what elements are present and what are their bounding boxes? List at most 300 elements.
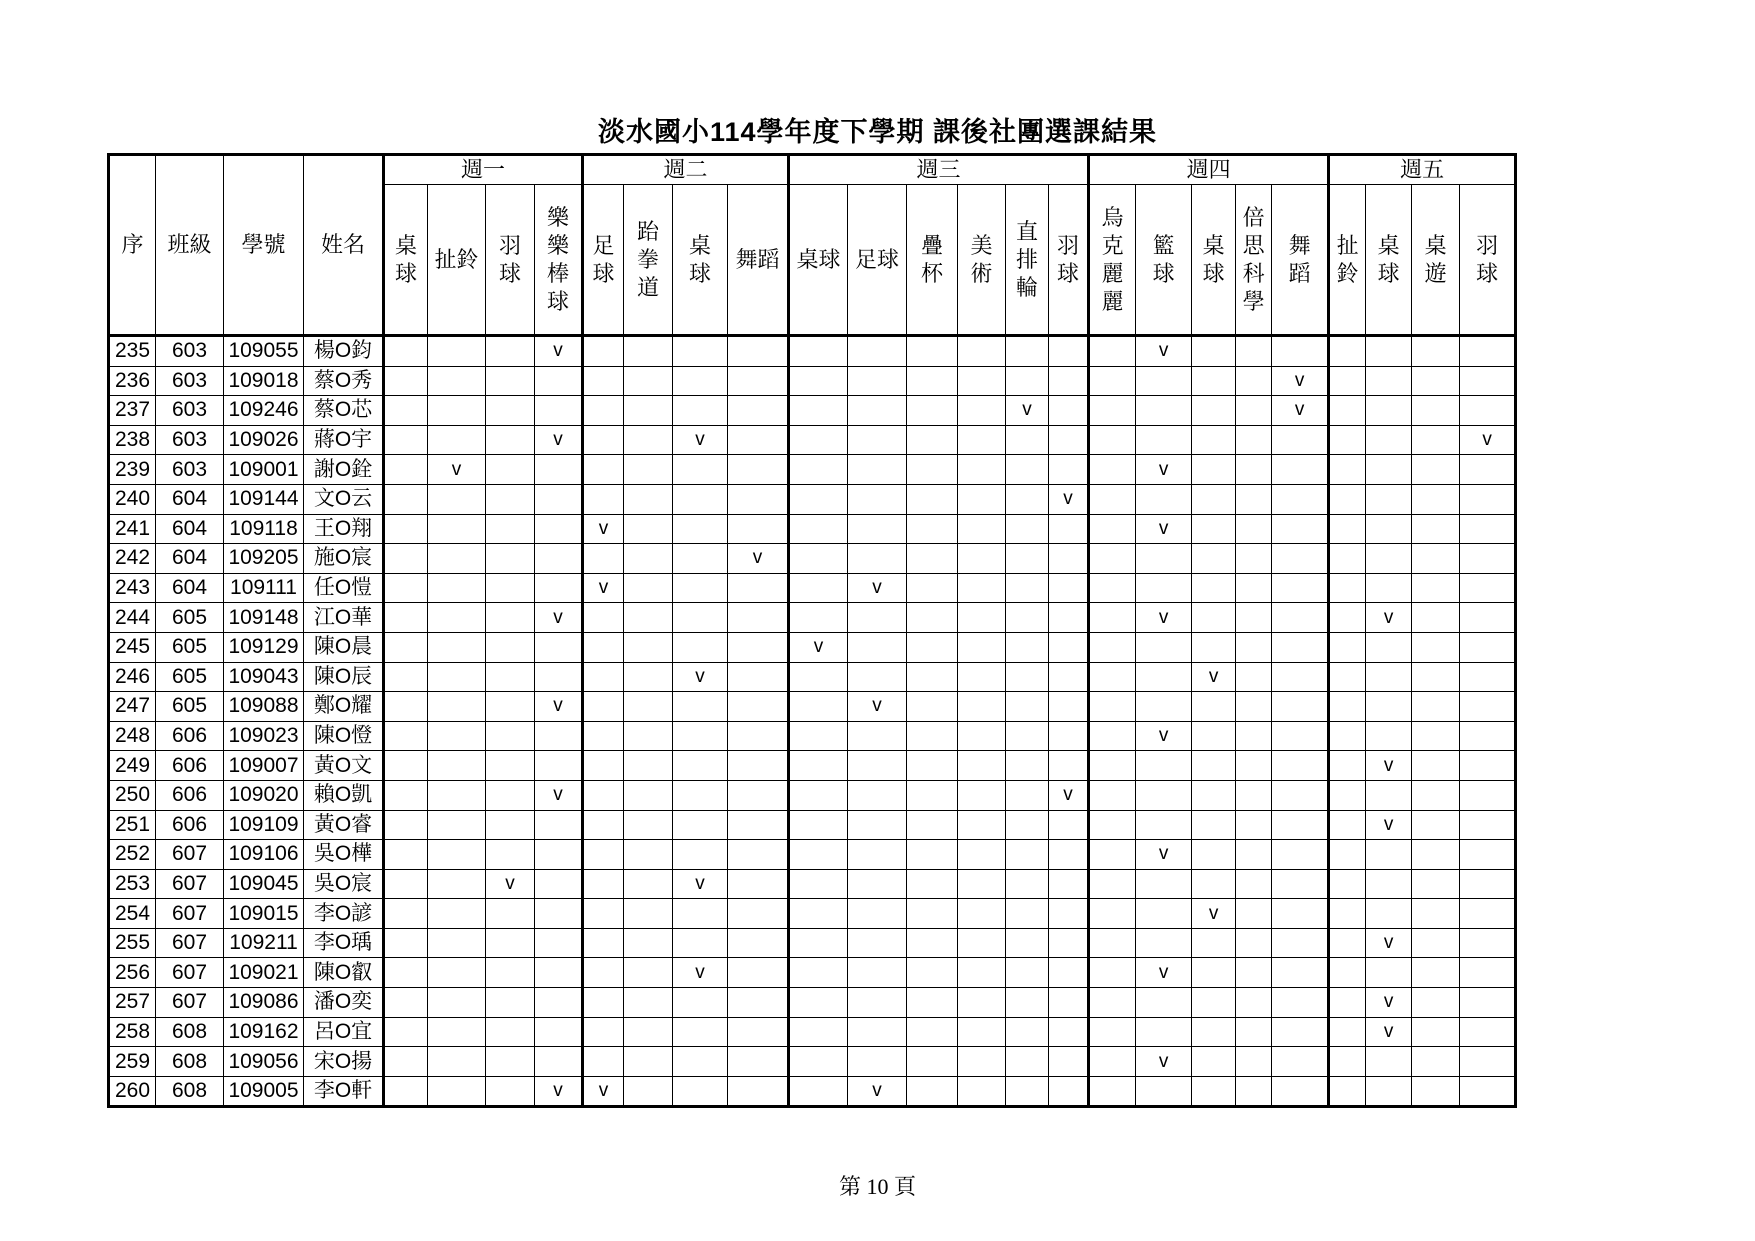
selection-cell xyxy=(1049,988,1089,1018)
name-cell: 施O宸 xyxy=(304,544,384,574)
selection-cell xyxy=(1236,810,1272,840)
selection-cell xyxy=(1272,869,1329,899)
student-id-cell: 109018 xyxy=(224,366,304,396)
selection-cell xyxy=(848,988,907,1018)
selection-cell xyxy=(907,928,958,958)
selection-cell xyxy=(384,455,428,485)
selection-cell xyxy=(428,780,486,810)
club-label: 扯 鈴 xyxy=(1336,232,1359,286)
selection-cell xyxy=(1049,632,1089,662)
selection-cell xyxy=(624,840,673,870)
selection-cell xyxy=(1366,840,1412,870)
selection-cell xyxy=(1460,573,1516,603)
selection-cell xyxy=(624,1076,673,1107)
selection-cell xyxy=(583,1017,624,1047)
selection-cell xyxy=(1272,514,1329,544)
name-cell: 黃O文 xyxy=(304,751,384,781)
selection-cell xyxy=(1272,899,1329,929)
day-header-3: 週三 xyxy=(789,155,1089,185)
selection-cell xyxy=(1272,662,1329,692)
selection-cell xyxy=(1412,751,1460,781)
selection-cell xyxy=(1272,1017,1329,1047)
club-header xyxy=(789,185,848,336)
selection-cell xyxy=(1089,425,1136,455)
selection-cell xyxy=(728,514,789,544)
page-number: 第 10 頁 xyxy=(838,1174,916,1199)
selection-cell xyxy=(384,662,428,692)
selection-cell xyxy=(958,632,1006,662)
club-header xyxy=(583,185,624,336)
selection-cell xyxy=(1006,336,1049,367)
seq-cell: 238 xyxy=(109,425,156,455)
selection-cell xyxy=(583,1047,624,1077)
selection-cell xyxy=(848,721,907,751)
club-header xyxy=(486,185,535,336)
club-label: 疊 杯 xyxy=(921,232,944,286)
selection-cell xyxy=(1006,1076,1049,1107)
selection-cell xyxy=(1006,928,1049,958)
selection-cell xyxy=(958,692,1006,722)
selection-cell xyxy=(624,455,673,485)
check-mark: v xyxy=(1136,336,1192,367)
club-selection-table xyxy=(107,153,1517,1108)
selection-cell xyxy=(1412,810,1460,840)
selection-cell xyxy=(428,632,486,662)
selection-cell xyxy=(486,455,535,485)
name-cell: 吳O樺 xyxy=(304,840,384,870)
seq-cell: 244 xyxy=(109,603,156,633)
selection-cell xyxy=(1089,840,1136,870)
selection-cell xyxy=(428,869,486,899)
seq-cell: 246 xyxy=(109,662,156,692)
check-mark: v xyxy=(1136,958,1192,988)
selection-cell xyxy=(535,928,583,958)
selection-cell xyxy=(728,1017,789,1047)
student-id-cell: 109043 xyxy=(224,662,304,692)
selection-cell xyxy=(1329,958,1366,988)
selection-cell xyxy=(486,692,535,722)
student-id-cell: 109015 xyxy=(224,899,304,929)
selection-cell xyxy=(848,425,907,455)
selection-cell xyxy=(673,721,728,751)
selection-cell xyxy=(535,988,583,1018)
selection-cell xyxy=(1329,425,1366,455)
check-mark: v xyxy=(535,780,583,810)
selection-cell xyxy=(907,988,958,1018)
selection-cell xyxy=(728,1047,789,1077)
seq-cell: 243 xyxy=(109,573,156,603)
name-cell: 黃O睿 xyxy=(304,810,384,840)
selection-cell xyxy=(624,544,673,574)
selection-cell xyxy=(1006,988,1049,1018)
selection-cell xyxy=(958,425,1006,455)
selection-cell xyxy=(789,840,848,870)
check-mark: v xyxy=(848,1076,907,1107)
check-mark: v xyxy=(673,958,728,988)
selection-cell xyxy=(1412,632,1460,662)
selection-cell xyxy=(1272,692,1329,722)
class-cell: 606 xyxy=(156,721,224,751)
check-mark: v xyxy=(1136,455,1192,485)
selection-cell xyxy=(1329,780,1366,810)
check-mark: v xyxy=(789,632,848,662)
selection-cell xyxy=(535,366,583,396)
selection-cell xyxy=(624,514,673,544)
selection-cell xyxy=(583,632,624,662)
class-cell: 603 xyxy=(156,396,224,426)
student-id-cell: 109023 xyxy=(224,721,304,751)
club-label: 羽 球 xyxy=(1057,232,1080,286)
selection-cell xyxy=(583,958,624,988)
selection-cell xyxy=(789,396,848,426)
table-row xyxy=(109,780,1516,810)
club-header xyxy=(428,185,486,336)
name-cell: 呂O宜 xyxy=(304,1017,384,1047)
club-label: 倍 思 科 學 xyxy=(1242,204,1265,314)
selection-cell xyxy=(1460,988,1516,1018)
selection-cell xyxy=(1272,810,1329,840)
selection-cell xyxy=(1236,692,1272,722)
selection-cell xyxy=(1089,751,1136,781)
selection-cell xyxy=(1136,928,1192,958)
seq-cell: 242 xyxy=(109,544,156,574)
selection-cell xyxy=(1412,336,1460,367)
selection-cell xyxy=(1049,840,1089,870)
table-row xyxy=(109,573,1516,603)
selection-cell xyxy=(624,632,673,662)
selection-cell xyxy=(673,928,728,958)
selection-cell xyxy=(1192,544,1236,574)
student-id-cell: 109211 xyxy=(224,928,304,958)
selection-cell xyxy=(535,899,583,929)
selection-cell xyxy=(428,988,486,1018)
selection-cell xyxy=(907,662,958,692)
selection-cell xyxy=(1272,928,1329,958)
selection-cell xyxy=(486,780,535,810)
selection-cell xyxy=(1089,514,1136,544)
selection-cell xyxy=(907,1076,958,1107)
selection-cell xyxy=(583,484,624,514)
selection-cell xyxy=(1136,988,1192,1018)
selection-cell xyxy=(1412,692,1460,722)
selection-cell xyxy=(728,692,789,722)
selection-cell xyxy=(1460,869,1516,899)
selection-cell xyxy=(1006,632,1049,662)
selection-cell xyxy=(1192,455,1236,485)
check-mark: v xyxy=(1006,396,1049,426)
selection-cell xyxy=(1049,899,1089,929)
seq-cell: 237 xyxy=(109,396,156,426)
selection-cell xyxy=(1236,721,1272,751)
selection-cell xyxy=(1329,662,1366,692)
selection-cell xyxy=(1272,603,1329,633)
selection-cell xyxy=(728,721,789,751)
selection-cell xyxy=(384,988,428,1018)
selection-cell xyxy=(1412,425,1460,455)
table-row xyxy=(109,899,1516,929)
selection-cell xyxy=(1412,780,1460,810)
check-mark: v xyxy=(1366,988,1412,1018)
club-label: 羽 球 xyxy=(1476,232,1499,286)
selection-cell xyxy=(1006,1017,1049,1047)
selection-cell xyxy=(384,366,428,396)
selection-cell xyxy=(958,1076,1006,1107)
selection-cell xyxy=(728,958,789,988)
selection-cell xyxy=(428,810,486,840)
check-mark: v xyxy=(486,869,535,899)
check-mark: v xyxy=(1049,484,1089,514)
selection-cell xyxy=(1192,336,1236,367)
selection-cell xyxy=(1236,869,1272,899)
selection-cell xyxy=(384,840,428,870)
selection-cell xyxy=(958,958,1006,988)
selection-cell xyxy=(1089,632,1136,662)
selection-cell xyxy=(789,1017,848,1047)
check-mark: v xyxy=(1136,603,1192,633)
selection-cell xyxy=(1412,573,1460,603)
check-mark: v xyxy=(1366,810,1412,840)
selection-cell xyxy=(728,484,789,514)
selection-cell xyxy=(384,514,428,544)
club-header xyxy=(1006,185,1049,336)
check-mark: v xyxy=(1272,396,1329,426)
selection-cell xyxy=(624,1017,673,1047)
selection-cell xyxy=(1460,840,1516,870)
selection-cell xyxy=(583,899,624,929)
selection-cell xyxy=(789,958,848,988)
club-label: 跆 拳 道 xyxy=(637,218,660,300)
selection-cell xyxy=(1049,1076,1089,1107)
selection-cell xyxy=(907,958,958,988)
selection-cell xyxy=(1366,396,1412,426)
selection-cell xyxy=(848,840,907,870)
selection-cell xyxy=(958,751,1006,781)
selection-cell xyxy=(673,810,728,840)
seq-cell: 239 xyxy=(109,455,156,485)
check-mark: v xyxy=(1049,780,1089,810)
selection-cell xyxy=(486,958,535,988)
seq-cell: 250 xyxy=(109,780,156,810)
selection-cell xyxy=(428,1017,486,1047)
check-mark: v xyxy=(848,573,907,603)
selection-cell xyxy=(1006,840,1049,870)
check-mark: v xyxy=(1136,840,1192,870)
selection-cell xyxy=(1236,899,1272,929)
club-label: 桌 球 xyxy=(394,232,417,286)
table-row xyxy=(109,455,1516,485)
selection-cell xyxy=(1460,455,1516,485)
class-cell: 604 xyxy=(156,544,224,574)
table-row xyxy=(109,1076,1516,1107)
selection-cell xyxy=(958,573,1006,603)
selection-cell xyxy=(1460,1076,1516,1107)
selection-cell xyxy=(907,603,958,633)
selection-cell xyxy=(384,603,428,633)
selection-cell xyxy=(789,810,848,840)
selection-cell xyxy=(789,514,848,544)
selection-cell xyxy=(384,780,428,810)
selection-cell xyxy=(486,603,535,633)
selection-cell xyxy=(583,692,624,722)
club-header xyxy=(673,185,728,336)
selection-cell xyxy=(1236,396,1272,426)
selection-cell xyxy=(428,899,486,929)
selection-cell xyxy=(1366,366,1412,396)
selection-cell xyxy=(1366,455,1412,485)
selection-cell xyxy=(1192,869,1236,899)
selection-cell xyxy=(1006,721,1049,751)
club-header xyxy=(1412,185,1460,336)
selection-cell xyxy=(1089,1047,1136,1077)
selection-cell xyxy=(1366,721,1412,751)
selection-cell xyxy=(1049,692,1089,722)
check-mark: v xyxy=(1192,899,1236,929)
table-row xyxy=(109,928,1516,958)
selection-cell xyxy=(1366,692,1412,722)
selection-cell xyxy=(384,1047,428,1077)
selection-cell xyxy=(907,899,958,929)
selection-cell xyxy=(1049,1047,1089,1077)
class-cell: 607 xyxy=(156,958,224,988)
selection-cell xyxy=(1460,662,1516,692)
check-mark: v xyxy=(1366,603,1412,633)
selection-cell xyxy=(907,869,958,899)
selection-cell xyxy=(1049,366,1089,396)
selection-cell xyxy=(428,396,486,426)
check-mark: v xyxy=(1366,1017,1412,1047)
selection-cell xyxy=(728,899,789,929)
selection-cell xyxy=(673,514,728,544)
selection-cell xyxy=(486,810,535,840)
check-mark: v xyxy=(1460,425,1516,455)
selection-cell xyxy=(848,780,907,810)
check-mark: v xyxy=(673,869,728,899)
selection-cell xyxy=(583,780,624,810)
check-mark: v xyxy=(1366,751,1412,781)
selection-cell xyxy=(1192,692,1236,722)
class-cell: 603 xyxy=(156,455,224,485)
day-header-4: 週四 xyxy=(1089,155,1329,185)
selection-cell xyxy=(486,1047,535,1077)
selection-cell xyxy=(1272,988,1329,1018)
selection-cell xyxy=(1412,869,1460,899)
student-rows xyxy=(109,336,1516,1107)
selection-cell xyxy=(624,928,673,958)
seq-cell: 241 xyxy=(109,514,156,544)
student-id-cell: 109088 xyxy=(224,692,304,722)
table-row xyxy=(109,1017,1516,1047)
selection-cell xyxy=(907,751,958,781)
selection-cell xyxy=(1089,336,1136,367)
selection-cell xyxy=(1089,869,1136,899)
selection-cell xyxy=(1460,1047,1516,1077)
selection-cell xyxy=(907,692,958,722)
selection-cell xyxy=(428,514,486,544)
student-id-cell: 109118 xyxy=(224,514,304,544)
check-mark: v xyxy=(673,662,728,692)
selection-cell xyxy=(789,484,848,514)
selection-cell xyxy=(1412,544,1460,574)
selection-cell xyxy=(848,544,907,574)
selection-cell xyxy=(1460,366,1516,396)
selection-cell xyxy=(1236,662,1272,692)
club-header xyxy=(907,185,958,336)
selection-cell xyxy=(1272,721,1329,751)
selection-cell xyxy=(624,751,673,781)
selection-cell xyxy=(789,751,848,781)
selection-cell xyxy=(958,544,1006,574)
selection-cell xyxy=(624,810,673,840)
selection-cell xyxy=(1460,692,1516,722)
club-label: 桌球 xyxy=(796,246,841,272)
selection-cell xyxy=(1006,425,1049,455)
selection-cell xyxy=(1192,958,1236,988)
selection-cell xyxy=(958,396,1006,426)
class-cell: 608 xyxy=(156,1047,224,1077)
selection-cell xyxy=(789,455,848,485)
selection-cell xyxy=(1460,810,1516,840)
selection-cell xyxy=(1272,484,1329,514)
selection-cell xyxy=(1272,425,1329,455)
club-label: 樂 樂 棒 球 xyxy=(547,204,570,314)
club-label: 舞 蹈 xyxy=(1288,232,1311,286)
selection-cell xyxy=(1236,1017,1272,1047)
selection-cell xyxy=(624,336,673,367)
selection-cell xyxy=(673,840,728,870)
selection-cell xyxy=(1329,455,1366,485)
seq-cell: 260 xyxy=(109,1076,156,1107)
selection-cell xyxy=(1192,1076,1236,1107)
selection-cell xyxy=(728,751,789,781)
selection-cell xyxy=(384,810,428,840)
selection-cell xyxy=(1329,336,1366,367)
selection-cell xyxy=(1366,958,1412,988)
club-label: 桌 球 xyxy=(689,232,712,286)
selection-cell xyxy=(624,366,673,396)
selection-cell xyxy=(535,840,583,870)
club-header xyxy=(1236,185,1272,336)
table-row xyxy=(109,692,1516,722)
selection-cell xyxy=(848,958,907,988)
selection-cell xyxy=(583,544,624,574)
selection-cell xyxy=(384,751,428,781)
selection-cell xyxy=(1329,840,1366,870)
selection-cell xyxy=(428,840,486,870)
selection-cell xyxy=(1329,1017,1366,1047)
club-header xyxy=(848,185,907,336)
selection-cell xyxy=(384,573,428,603)
selection-cell xyxy=(789,692,848,722)
selection-cell xyxy=(789,603,848,633)
check-mark: v xyxy=(1136,1047,1192,1077)
class-cell: 606 xyxy=(156,810,224,840)
selection-cell xyxy=(535,869,583,899)
selection-cell xyxy=(1192,988,1236,1018)
selection-cell xyxy=(1089,573,1136,603)
selection-cell xyxy=(1049,514,1089,544)
selection-cell xyxy=(958,662,1006,692)
selection-cell xyxy=(1236,928,1272,958)
selection-cell xyxy=(384,425,428,455)
table-row xyxy=(109,869,1516,899)
selection-cell xyxy=(1272,751,1329,781)
selection-cell xyxy=(1089,455,1136,485)
table-row xyxy=(109,1047,1516,1077)
seq-cell: 249 xyxy=(109,751,156,781)
selection-cell xyxy=(1412,928,1460,958)
selection-cell xyxy=(1236,958,1272,988)
check-mark: v xyxy=(1366,928,1412,958)
